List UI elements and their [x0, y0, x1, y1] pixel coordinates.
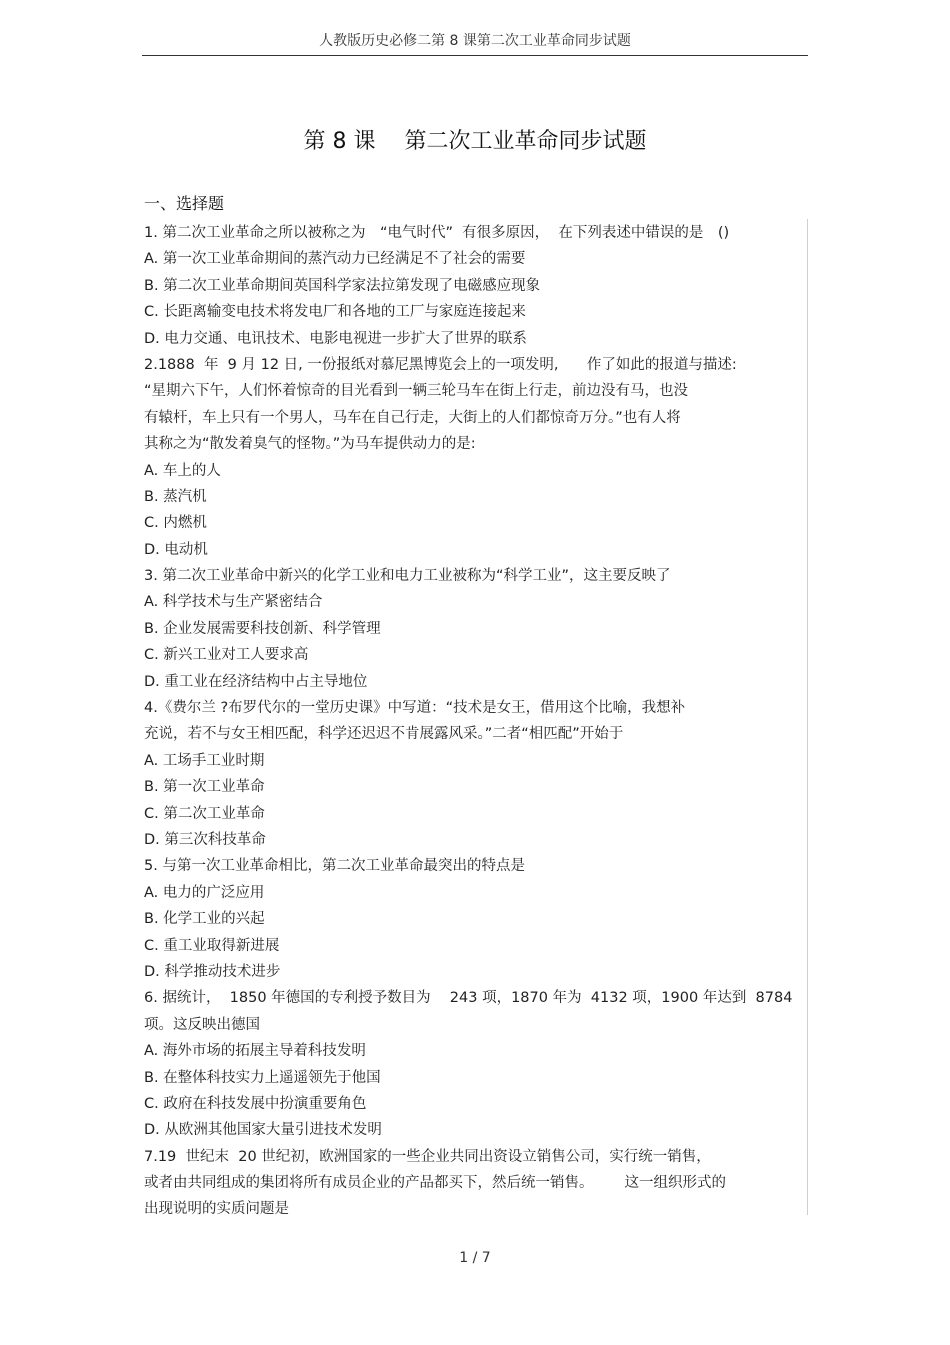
- text-line: 2.1888 年 9 月 12 日, 一份报纸对慕尼黑博览会上的一项发明, 作了如此的报道与描述:: [144, 356, 737, 373]
- page-number: 1 / 7: [459, 1250, 491, 1266]
- text-line: D. 电力交通、电讯技术、电影电视进一步扩大了世界的联系: [144, 330, 527, 347]
- document-title: 第 8 课 第二次工业革命同步试题: [303, 129, 647, 154]
- text-line: 5. 与第一次工业革命相比，第二次工业革命最突出的特点是: [144, 858, 525, 875]
- section-heading: 一、选择题: [144, 194, 225, 213]
- header-divider: [142, 55, 808, 56]
- text-line: C. 第二次工业革命: [144, 805, 265, 822]
- text-line: 4.《费尔兰 ?布罗代尔的一堂历史课》中写道：“技术是女王，借用这个比喻，我想补: [144, 700, 686, 717]
- text-line: B. 第二次工业革命期间英国科学家法拉第发现了电磁感应现象: [144, 277, 541, 294]
- text-line: D. 从欧洲其他国家大量引进技术发明: [144, 1122, 382, 1139]
- text-line: A. 海外市场的拓展主导着科技发明: [144, 1043, 366, 1060]
- text-line: A. 车上的人: [144, 462, 221, 479]
- text-line: B. 第一次工业革命: [144, 779, 265, 796]
- text-line: A. 工场手工业时期: [144, 752, 265, 769]
- text-line: B. 企业发展需要科技创新、科学管理: [144, 620, 381, 637]
- running-header: 人教版历史必修二第 8 课第二次工业革命同步试题: [319, 33, 631, 49]
- text-line: 项。这反映出德国: [144, 1016, 260, 1033]
- text-line: D. 科学推动技术进步: [144, 963, 281, 980]
- text-line: A. 科学技术与生产紧密结合: [144, 594, 323, 611]
- text-line: A. 第一次工业革命期间的蒸汽动力已经满足不了社会的需要: [144, 251, 526, 268]
- question-list: [144, 220, 824, 1223]
- text-line: C. 新兴工业对工人要求高: [144, 647, 309, 664]
- text-line: 有辕杆，车上只有一个男人，马车在自己行走，大街上的人们都惊奇万分。”也有人将: [144, 409, 681, 426]
- text-line: 6. 据统计， 1850 年德国的专利授予数目为 243 项，1870 年为 4132 项，1900 年达到 8784: [144, 990, 793, 1007]
- text-line: C. 政府在科技发展中扮演重要角色: [144, 1095, 367, 1112]
- text-line: 1. 第二次工业革命之所以被称之为 “电气时代” 有很多原因， 在下列表述中错误的是 (): [144, 225, 730, 241]
- text-line: A. 电力的广泛应用: [144, 884, 265, 901]
- text-line: 或者由共同组成的集团将所有成员企业的产品都买下，然后统一销售。 这一组织形式的: [144, 1175, 726, 1192]
- text-line: 7.19 世纪末 20 世纪初，欧洲国家的一些企业共同出资设立销售公司，实行统一销售，: [144, 1148, 711, 1165]
- text-line: 出现说明的实质问题是: [144, 1201, 289, 1218]
- text-line: D. 电动机: [144, 541, 208, 558]
- text-line: 3. 第二次工业革命中新兴的化学工业和电力工业被称为“科学工业”，这主要反映了: [144, 568, 671, 585]
- text-line: C. 重工业取得新进展: [144, 937, 280, 954]
- text-line: B. 在整体科技实力上遥遥领先于他国: [144, 1069, 381, 1086]
- text-line: D. 第三次科技革命: [144, 831, 266, 848]
- text-line: B. 蒸汽机: [144, 488, 207, 505]
- text-line: 充说，若不与女王相匹配，科学还迟迟不肯展露风采。”二者“相匹配”开始于: [144, 726, 624, 743]
- text-line: C. 长距离输变电技术将发电厂和各地的工厂与家庭连接起来: [144, 304, 526, 321]
- text-line: C. 内燃机: [144, 515, 207, 532]
- text-line: B. 化学工业的兴起: [144, 911, 265, 928]
- text-line: “星期六下午，人们怀着惊奇的目光看到一辆三轮马车在街上行走，前边没有马，也没: [144, 383, 689, 400]
- text-line: D. 重工业在经济结构中占主导地位: [144, 673, 368, 690]
- text-line: 其称之为“散发着臭气的怪物。”为马车提供动力的是:: [144, 436, 476, 453]
